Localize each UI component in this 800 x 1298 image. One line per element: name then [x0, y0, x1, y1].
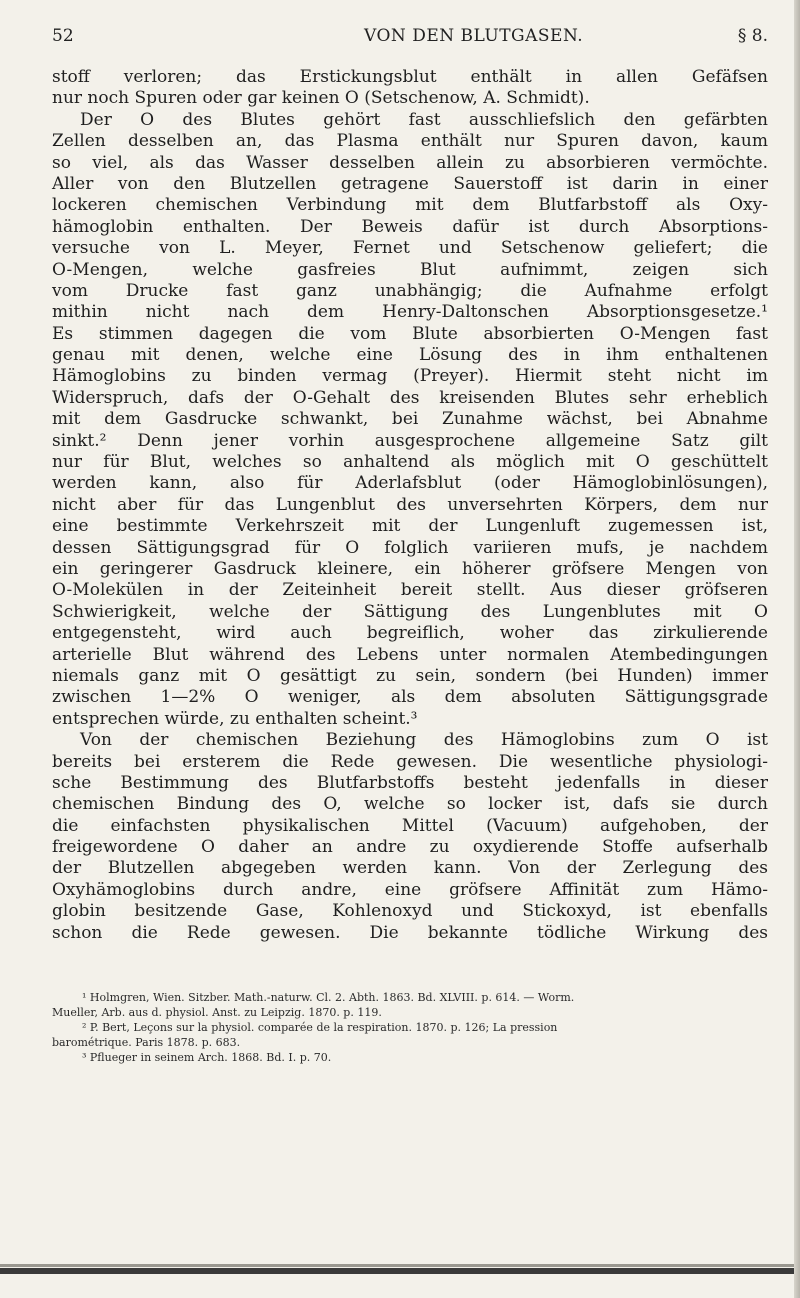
text-line: entsprechen würde, zu enthalten scheint.³ [52, 708, 418, 729]
text-line: niemals ganz mit O gesättigt zu sein, sondern (bei Hunden) immer [52, 665, 768, 686]
text-line: Schwierigkeit, welche der Sättigung des Lungenblutes mit O [52, 601, 768, 622]
text-line: die einfachsten physikalischen Mittel (Vacuum) aufgehoben, der [52, 815, 768, 836]
text-line: bereits bei ersterem die Rede gewesen. Die wesentliche physiologi- [52, 751, 768, 772]
text-line: Es stimmen dagegen die vom Blute absorbierten O-Mengen fast [52, 323, 768, 344]
page-edge [794, 0, 800, 1298]
text-line: ein geringerer Gasdruck kleinere, ein höherer gröfsere Mengen von [52, 558, 768, 579]
text-line: Oxyhämoglobins durch andre, eine gröfsere Affinität zum Hämo- [52, 879, 768, 900]
footnote-text: ¹ Holmgren, Wien. Sitzber. Math.-naturw. Cl. 2. Abth. 1863. Bd. XLVIII. p. 614. — Worm. [82, 991, 575, 1004]
footnote-continuation: barométrique. Paris 1878. p. 683. [52, 1036, 241, 1049]
text-line: lockeren chemischen Verbindung mit dem Blutfarbstoff als Oxy- [52, 195, 768, 216]
text-line: Widerspruch, dafs der O-Gehalt des kreisenden Blutes sehr erheblich [52, 387, 768, 408]
page-number: 52 [52, 26, 74, 46]
text-line: eine bestimmte Verkehrszeit mit der Lungenluft zugemessen ist, [52, 516, 768, 537]
text-line: mithin nicht nach dem Henry-Daltonschen Absorptionsgesetze.¹ [52, 302, 768, 323]
text-line: Der O des Blutes gehört fast ausschliefslich den gefärbten [80, 109, 768, 130]
text-line: nur noch Spuren oder gar keinen O (Setschenow, A. Schmidt). [52, 88, 590, 109]
footnote-text: ² P. Bert, Leçons sur la physiol. comparée de la respiration. 1870. p. 126; La pression [82, 1021, 558, 1034]
page-header [52, 26, 768, 50]
footnote-text: ³ Pflueger in seinem Arch. 1868. Bd. I. p. 70. [82, 1051, 332, 1064]
footnote [52, 1050, 768, 1065]
bottom-rule-shadow [0, 1264, 800, 1267]
text-line: nur für Blut, welches so anhaltend als möglich mit O geschüttelt [52, 452, 768, 473]
footnotes [52, 990, 768, 1065]
running-title: VON DEN BLUTGASEN. [364, 26, 584, 46]
text-line: hämoglobin enthalten. Der Beweis dafür ist durch Absorptions- [52, 216, 768, 237]
text-line: versuche von L. Meyer, Fernet und Setschenow geliefert; die [52, 238, 768, 259]
text-line: mit dem Gasdrucke schwankt, bei Zunahme wächst, bei Abnahme [52, 409, 768, 430]
body-text [52, 67, 768, 944]
bottom-rule [0, 1268, 800, 1274]
text-line: sinkt.² Denn jener vorhin ausgesprochene allgemeine Satz gilt [52, 430, 768, 451]
text-line: Hämoglobins zu binden vermag (Preyer). Hiermit steht nicht im [52, 366, 768, 387]
text-line: dessen Sättigungsgrad für O folglich variieren mufs, je nachdem [52, 537, 768, 558]
footnote [52, 1020, 768, 1035]
text-line: entgegensteht, wird auch begreiflich, woher das zirkulierende [52, 623, 768, 644]
text-line: Aller von den Blutzellen getragene Sauerstoff ist darin in einer [52, 173, 768, 194]
text-line: Von der chemischen Beziehung des Hämoglobins zum O ist [80, 730, 768, 751]
text-line: der Blutzellen abgegeben werden kann. Von der Zerlegung des [52, 858, 768, 879]
text-line: so viel, als das Wasser desselben allein zu absorbieren vermöchte. [52, 152, 768, 173]
text-line: genau mit denen, welche eine Lösung des in ihm enthaltenen [52, 345, 768, 366]
text-line: sche Bestimmung des Blutfarbstoffs besteht jedenfalls in dieser [52, 772, 768, 793]
footnote [52, 990, 768, 1005]
text-line: zwischen 1—2% O weniger, als dem absoluten Sättigungsgrade [52, 687, 768, 708]
text-line: werden kann, also für Aderlafsblut (oder Hämoglobinlösungen), [52, 473, 768, 494]
text-line: O-Molekülen in der Zeiteinheit bereit stellt. Aus dieser gröfseren [52, 580, 768, 601]
text-line: chemischen Bindung des O, welche so locker ist, dafs sie durch [52, 794, 768, 815]
text-line: schon die Rede gewesen. Die bekannte tödliche Wirkung des [52, 922, 768, 943]
text-line: globin besitzende Gase, Kohlenoxyd und Stickoxyd, ist ebenfalls [52, 901, 768, 922]
footnote-continuation: Mueller, Arb. aus d. physiol. Anst. zu Leipzig. 1870. p. 119. [52, 1006, 382, 1019]
text-line: vom Drucke fast ganz unabhängig; die Aufnahme erfolgt [52, 280, 768, 301]
text-line: O-Mengen, welche gasfreies Blut aufnimmt, zeigen sich [52, 259, 768, 280]
text-line: freigewordene O daher an andre zu oxydierende Stoffe aufserhalb [52, 837, 768, 858]
text-line: nicht aber für das Lungenblut des unversehrten Körpers, dem nur [52, 494, 768, 515]
text-line: stoff verloren; das Erstickungsblut enthält in allen Gefäfsen [52, 67, 768, 87]
text-line: arterielle Blut während des Lebens unter normalen Atembedingungen [52, 644, 768, 665]
section-mark: § 8. [737, 26, 768, 46]
text-line: Zellen desselben an, das Plasma enthält nur Spuren davon, kaum [52, 131, 768, 152]
